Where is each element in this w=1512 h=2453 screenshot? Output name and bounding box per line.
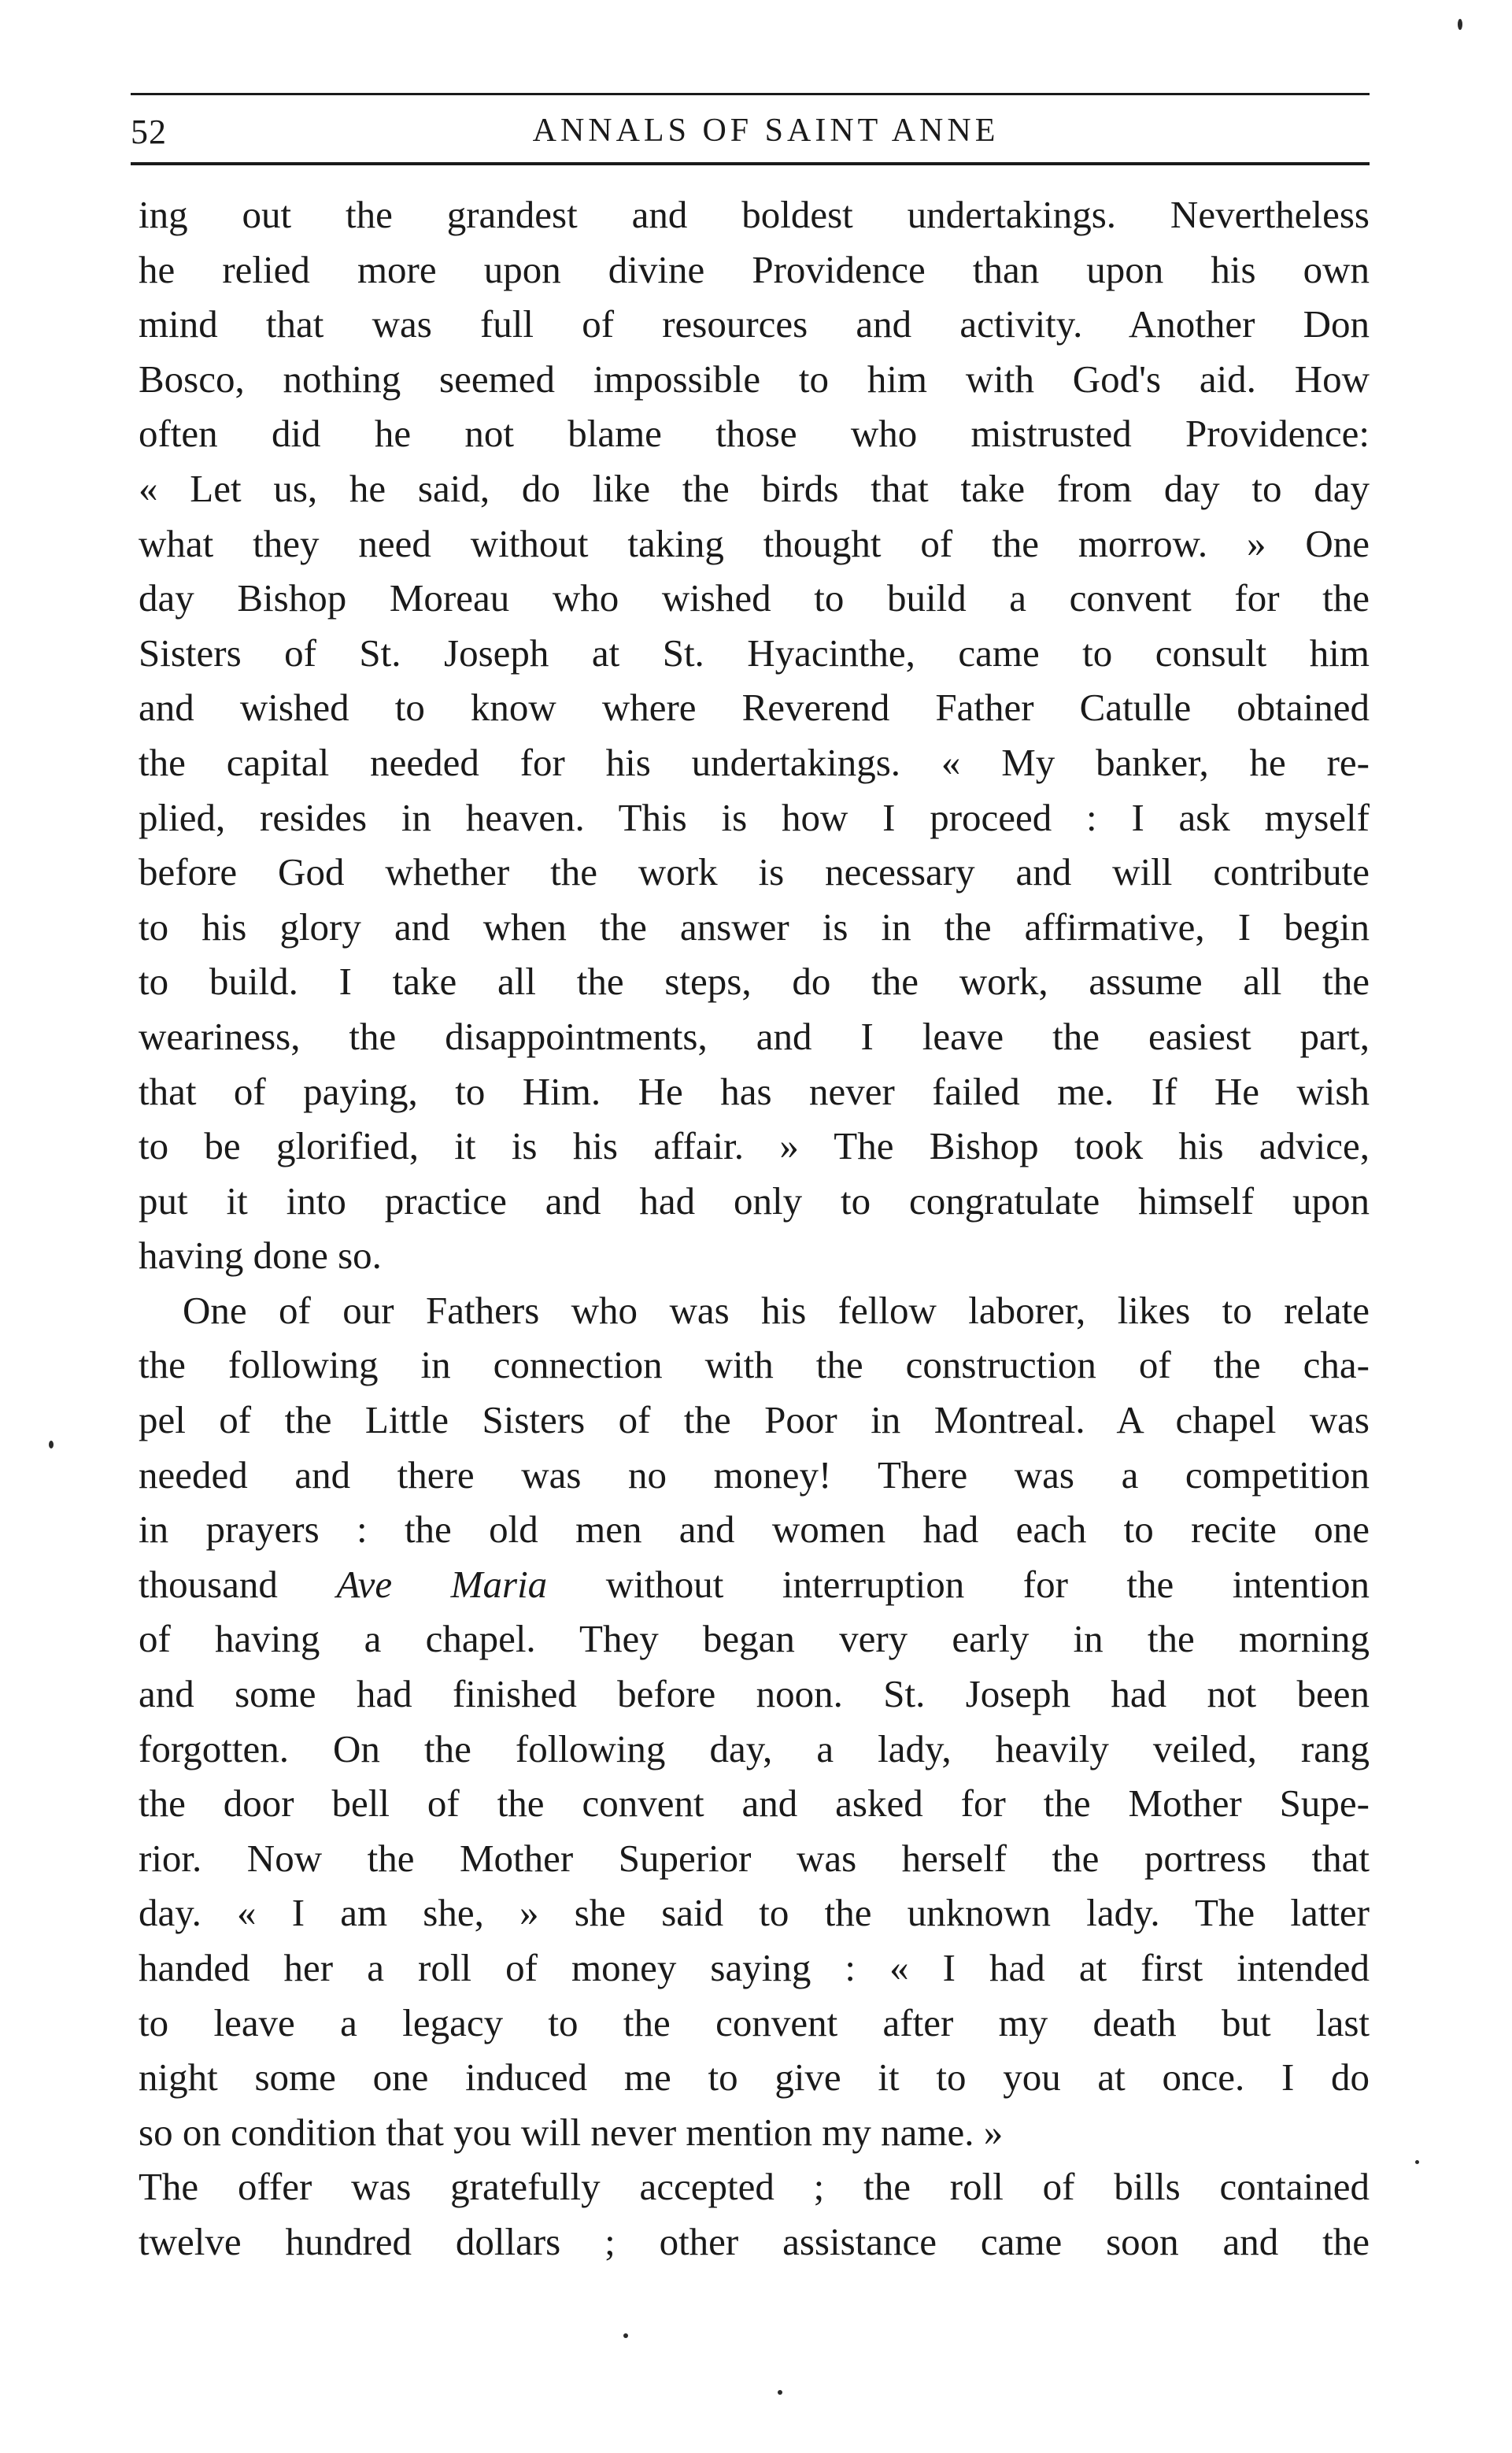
running-head [131, 109, 1370, 159]
text-run: thousand [139, 1562, 337, 1606]
scan-speck [623, 2333, 628, 2338]
text-line: ing out the grandest and boldest undertakings. Nevertheless [139, 193, 1370, 236]
text-line: Bosco, nothing seemed impossible to him with God's aid. How [139, 357, 1370, 401]
text-line: often did he not blame those who mistrusted Providence: [139, 412, 1370, 456]
text-line: to build. I take all the steps, do the work, assume all the [139, 960, 1370, 1004]
paragraph-2 [139, 1283, 1370, 2270]
text-line: weariness, the disappointments, and I leave the easiest part, [139, 1014, 1370, 1058]
text-line: twelve hundred dollars ; other assistance came soon and the [139, 2219, 1370, 2263]
text-line: One of our Fathers who was his fellow laborer, likes to relate [183, 1288, 1370, 1332]
running-title: ANNALS OF SAINT ANNE [532, 113, 1000, 149]
paragraph-1 [139, 187, 1370, 1283]
scan-speck [778, 2390, 782, 2395]
text-line: day. « I am she, » she said to the unknown lady. The latter [139, 1891, 1370, 1935]
scan-speck [1415, 2160, 1419, 2164]
text-line: mind that was full of resources and activity. Another Don [139, 302, 1370, 346]
text-line: and some had finished before noon. St. Joseph had not been [139, 1672, 1370, 1716]
text-line: and wished to know where Reverend Father Catulle obtained [139, 686, 1370, 730]
text-line: the capital needed for his undertakings. « My banker, he re- [139, 740, 1370, 784]
scan-speck [49, 1441, 54, 1448]
text-line [139, 1557, 1370, 1612]
text-line: so on condition that you will never mention my name. » [139, 2110, 1004, 2154]
text-line: handed her a roll of money saying : « I had at first intended [139, 1946, 1370, 1989]
text-line: « Let us, he said, do like the birds that take from day to day [139, 466, 1370, 510]
text-line: day Bishop Moreau who wished to build a convent for the [139, 576, 1370, 620]
text-line: night some one induced me to give it to you at once. I do [139, 2055, 1370, 2100]
text-line: before God whether the work is necessary and will contribute [139, 850, 1370, 894]
text-line: what they need without taking thought of the morrow. » One [139, 521, 1370, 565]
text-line: pel of the Little Sisters of the Poor in Montreal. A chapel was [139, 1398, 1370, 1442]
text-line: that of paying, to Him. He has never failed me. If He wish [139, 1069, 1370, 1113]
text-line: to be glorified, it is his affair. » The Bishop took his advice, [139, 1124, 1370, 1168]
text-line: the door bell of the convent and asked for the Mother Supe- [139, 1781, 1370, 1826]
text-line: The offer was gratefully accepted ; the roll of bills contained [139, 2165, 1370, 2209]
text-line: of having a chapel. They began very early in the morning [139, 1617, 1370, 1661]
text-line: forgotten. On the following day, a lady, heavily veiled, rang [139, 1726, 1370, 1770]
text-line: plied, resides in heaven. This is how I proceed : I ask myself [139, 795, 1370, 839]
italic-phrase: Ave Maria [336, 1562, 548, 1606]
text-line: to his glory and when the answer is in the affirmative, I begin [139, 905, 1370, 949]
text-line: he relied more upon divine Providence than upon his own [139, 247, 1370, 291]
text-line: in prayers : the old men and women had each to recite one [139, 1508, 1370, 1552]
text-line: needed and there was no money! There was a competition [139, 1452, 1370, 1497]
page-number: 52 [131, 113, 167, 151]
text-line: to leave a legacy to the convent after my death but last [139, 2000, 1370, 2044]
text-line: put it into practice and had only to congratulate himself upon [139, 1178, 1370, 1223]
text-line: having done so. [139, 1234, 382, 1278]
header-rule-bottom [131, 162, 1370, 165]
header-rule-top [131, 93, 1370, 95]
text-run: without interruption for the intention [547, 1562, 1370, 1606]
text-line: rior. Now the Mother Superior was herself the portress that [139, 1836, 1370, 1880]
scan-speck [1458, 19, 1462, 30]
text-line: the following in connection with the construction of the cha- [139, 1343, 1370, 1387]
text-line: Sisters of St. Joseph at St. Hyacinthe, came to consult him [139, 631, 1370, 675]
body-text [139, 187, 1370, 2270]
